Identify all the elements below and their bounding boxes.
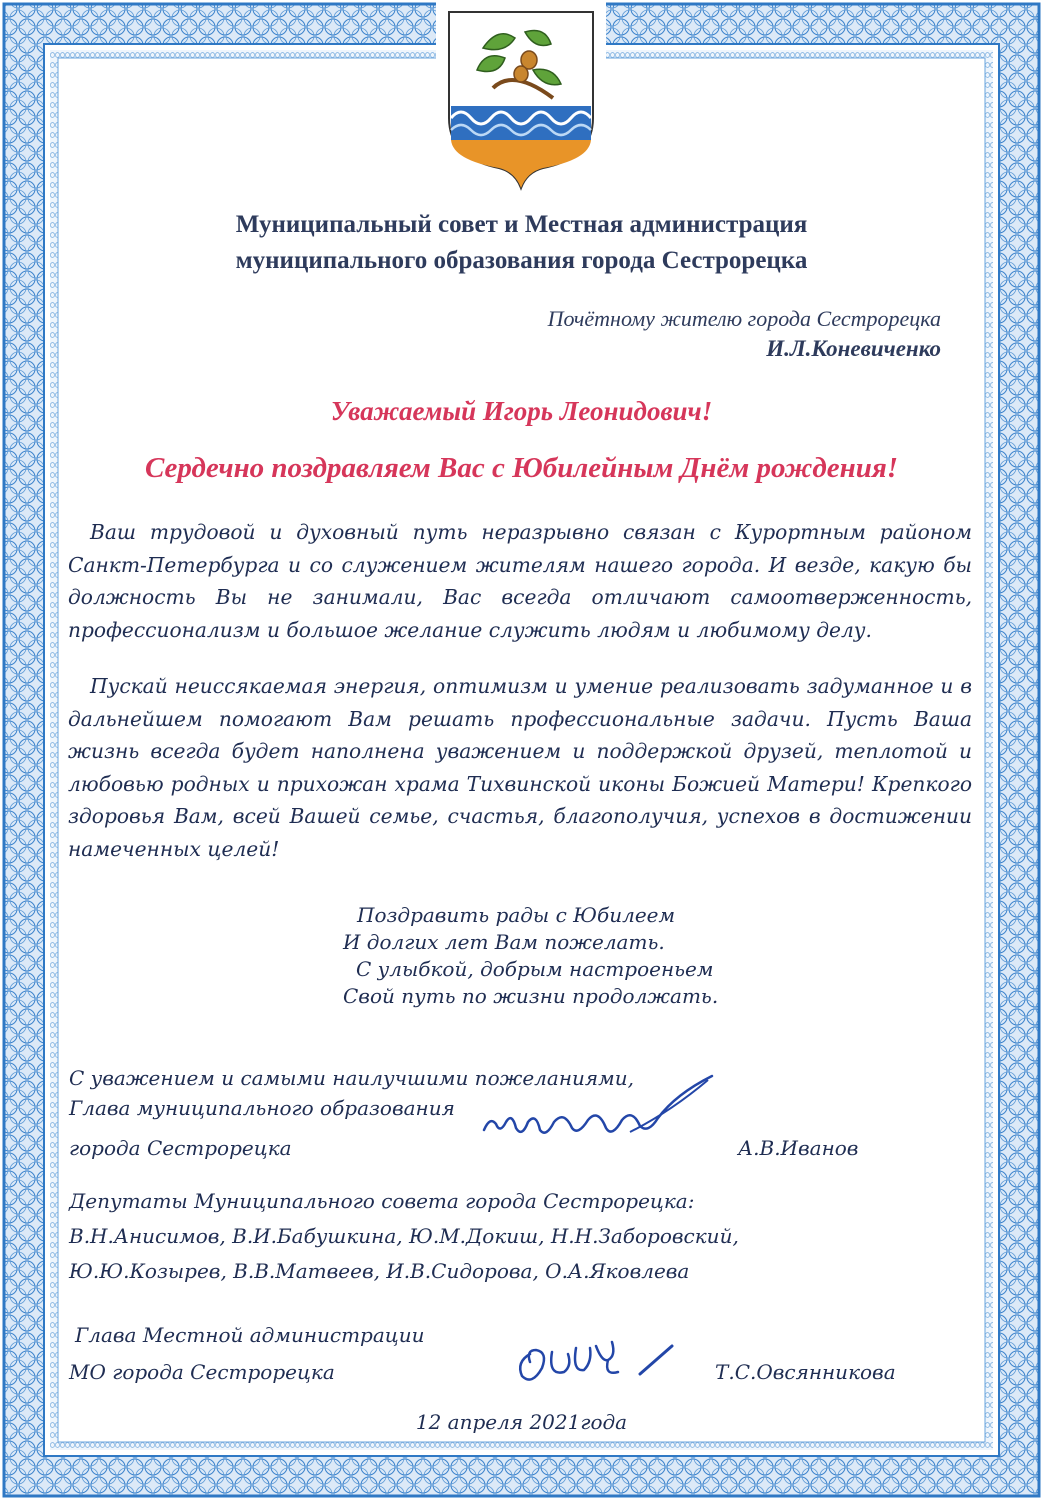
head-title-line-2: города Сестрорецка <box>69 1136 292 1160</box>
addressee-name: И.Л.Коневиченко <box>766 336 941 361</box>
handwritten-signature-admin <box>512 1332 682 1392</box>
congratulation-line: Сердечно поздравляем Вас с Юбилейным Днём рождения! <box>144 452 899 484</box>
poem <box>0 902 1043 1010</box>
poem-line: С улыбкой, добрым настроеньем <box>356 957 714 981</box>
salutation: Уважаемый Игорь Леонидович! <box>330 396 713 426</box>
header-line-2: муниципального образования города Сестрорецка <box>235 247 808 274</box>
admin-name: Т.С.Овсянникова <box>715 1360 896 1384</box>
deputies-list-line-1: В.Н.Анисимов, В.И.Бабушкина, Ю.М.Докиш, Н.Н.Заборовский, <box>69 1224 739 1248</box>
admin-title-line-2: МО города Сестрорецка <box>69 1360 335 1384</box>
head-name: А.В.Иванов <box>738 1136 859 1160</box>
deputies-title: Депутаты Муниципального совета города Сестрорецка: <box>69 1189 695 1213</box>
poem-line: Поздравить рады с Юбилеем <box>357 903 676 927</box>
poem-line: И долгих лет Вам пожелать. <box>343 930 665 954</box>
body-paragraph-1: Ваш трудовой и духовный путь неразрывно связан с Курортным районом Санкт-Петербурга и со служением жителям нашего города. И везде, какую бы должность Вы не занимали, Вас всегда отличают самоотверженность, профессионализм и большое желание служить людям и любимому делу. <box>68 520 972 642</box>
addressee-title: Почётному жителю города Сестрорецка <box>547 306 941 331</box>
head-title-line-1: Глава муниципального образования <box>69 1096 455 1120</box>
body-paragraph-2: Пускай неиссякаемая энергия, оптимизм и умение реализовать задуманное и в дальнейшем помогают Вам решать профессиональные задачи. Пусть Ваша жизнь всегда будет наполнена уважением и поддержкой друзей, теплотой и любовью родных и прихожан храма Тихвинской иконы Божией Матери! Крепкого здоровья Вам, всей Вашей семье, счастья, благополучия, успехов в достижении намеченных целей! <box>68 674 972 861</box>
handwritten-signature-head <box>480 1072 720 1162</box>
poem-line: Свой путь по жизни продолжать. <box>343 984 719 1008</box>
regards-line: С уважением и самыми наилучшими пожеланиями, <box>69 1066 634 1090</box>
coat-of-arms-icon <box>443 8 599 193</box>
admin-title-line-1: Глава Местной администрации <box>75 1323 425 1347</box>
deputies-list-line-2: Ю.Ю.Козырев, В.В.Матвеев, И.В.Сидорова, О.А.Яковлева <box>69 1259 690 1283</box>
header-line-1: Муниципальный совет и Местная администрация <box>235 211 808 238</box>
document-date: 12 апреля 2021года <box>415 1410 628 1434</box>
